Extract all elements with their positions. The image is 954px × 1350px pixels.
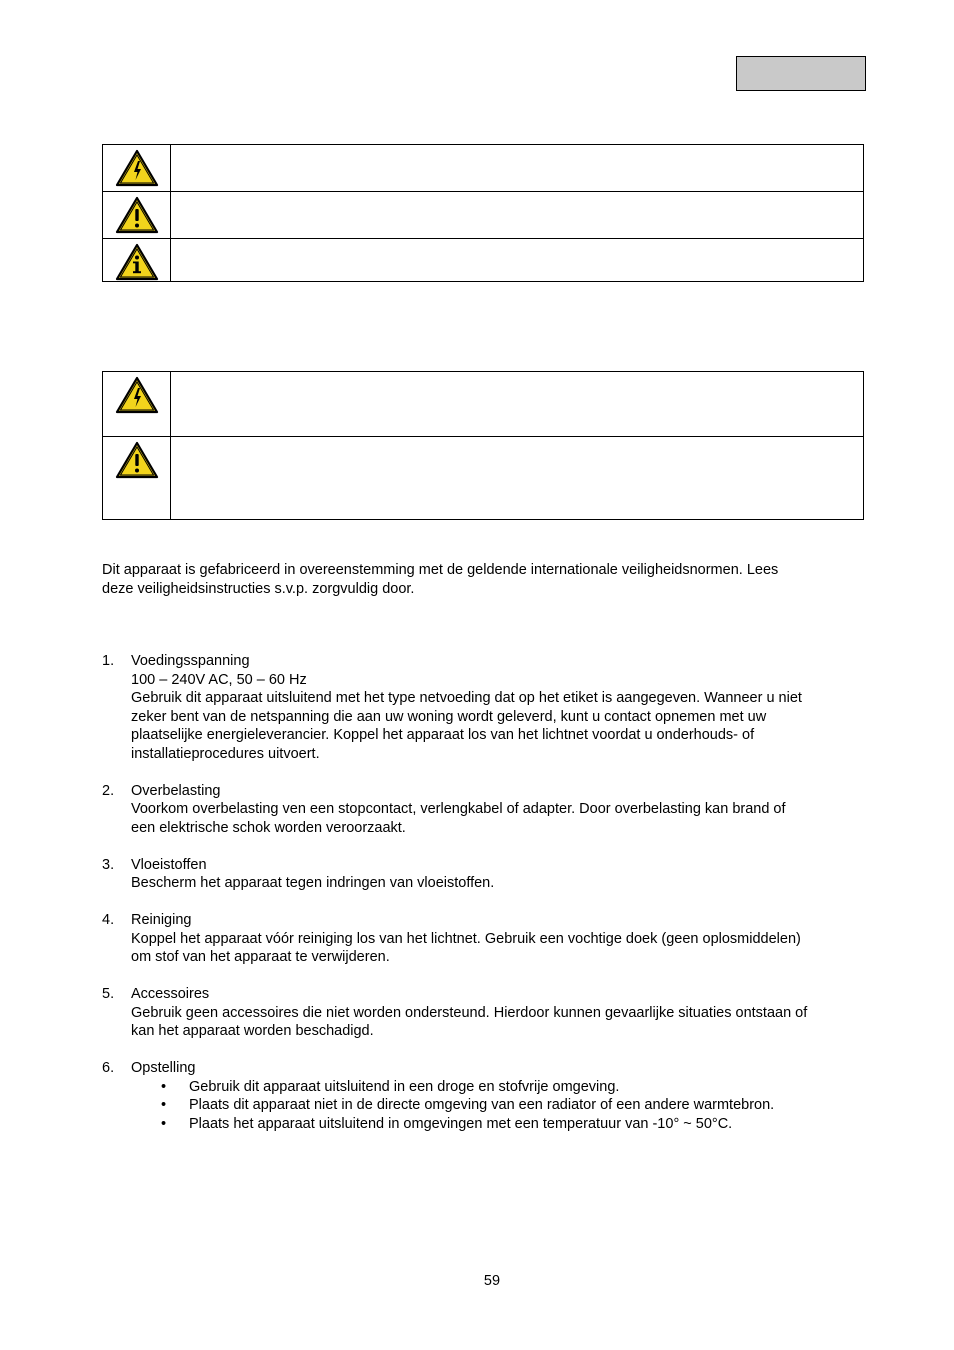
info-icon	[115, 243, 159, 281]
symbol-description	[171, 192, 864, 239]
symbol-description	[171, 239, 864, 282]
item-number: 6.	[102, 1060, 115, 1076]
intro-line: Dit apparaat is gefabriceerd in overeenstemming met de geldende internationale veiligheidsnormen. Lees	[102, 562, 779, 578]
bullet-text: Gebruik dit apparaat uitsluitend in een droge en stofvrije omgeving.	[189, 1078, 620, 1095]
high-voltage-warning-icon	[115, 376, 159, 414]
item-line: plaatselijke energieleverancier. Koppel het apparaat los van het lichtnet voordat u onderhouds- of	[131, 727, 755, 743]
item-line: Koppel het apparaat vóór reiniging los van het lichtnet. Gebruik een vochtige doek (geen oplosmiddelen)	[131, 930, 801, 947]
item-line: om stof van het apparaat te verwijderen.	[131, 949, 390, 965]
symbol-cell	[103, 372, 171, 437]
warning-text	[171, 437, 864, 520]
exclamation-warning-icon	[115, 441, 159, 479]
symbol-cell	[103, 437, 171, 520]
item-line: Bescherm het apparaat tegen indringen van vloeistoffen.	[131, 875, 495, 891]
item-number: 1.	[102, 653, 115, 669]
symbol-explanation-table	[102, 144, 864, 282]
item-line: installatieprocedures uitvoert.	[131, 745, 320, 762]
bullet-marker: •	[161, 1115, 167, 1132]
item-line: 100 – 240V AC, 50 – 60 Hz	[131, 671, 307, 688]
symbol-cell	[103, 192, 171, 239]
bullet-text: Plaats het apparaat uitsluitend in omgevingen met een temperatuur van -10° ~ 50°C.	[189, 1115, 733, 1132]
intro-paragraph	[102, 561, 872, 598]
bullet-item	[131, 1078, 892, 1097]
warning-table	[102, 371, 864, 520]
list-item	[102, 1059, 892, 1133]
language-box	[736, 56, 866, 91]
item-title: Vloeistoffen	[131, 856, 207, 873]
safety-instructions-list	[102, 652, 892, 1133]
item-number: 3.	[102, 856, 115, 873]
item-line: Voorkom overbelasting ven een stopcontact, verlengkabel of adapter. Door overbelasting kan brand of	[131, 801, 786, 817]
item-line: kan het apparaat worden beschadigd.	[131, 1023, 374, 1039]
list-item	[102, 911, 892, 967]
bullet-marker: •	[161, 1078, 167, 1095]
item-line: zeker bent van de netspanning die aan uw woning wordt geleverd, kunt u contact opnemen met uw	[131, 708, 767, 725]
bullet-item	[131, 1115, 892, 1134]
item-line: Gebruik geen accessoires die niet worden ondersteund. Hierdoor kunnen gevaarlijke situaties ontstaan of	[131, 1004, 808, 1021]
bullet-item	[131, 1096, 892, 1115]
list-item	[102, 985, 892, 1041]
symbol-cell	[103, 239, 171, 282]
bullet-marker: •	[161, 1097, 167, 1113]
item-number: 2.	[102, 782, 115, 799]
symbol-description	[171, 145, 864, 192]
page-number: 59	[483, 1273, 501, 1289]
bullet-text: Plaats dit apparaat niet in de directe omgeving van een radiator of een andere warmtebron.	[189, 1097, 775, 1113]
bullet-list	[131, 1078, 892, 1134]
item-title: Reiniging	[131, 912, 192, 928]
item-line: een elektrische schok worden veroorzaakt.	[131, 819, 406, 836]
warning-text	[171, 372, 864, 437]
high-voltage-warning-icon	[115, 149, 159, 187]
item-title: Accessoires	[131, 986, 210, 1002]
symbol-cell	[103, 145, 171, 192]
list-item	[102, 856, 892, 893]
item-number: 4.	[102, 912, 115, 928]
item-line: Gebruik dit apparaat uitsluitend met het type netvoeding dat op het etiket is aangegeven. Wanneer u niet	[131, 690, 802, 706]
exclamation-warning-icon	[115, 196, 159, 234]
list-item	[102, 652, 892, 763]
item-title: Overbelasting	[131, 782, 221, 799]
item-title: Opstelling	[131, 1060, 196, 1076]
list-item	[102, 782, 892, 838]
item-title: Voedingsspanning	[131, 653, 250, 669]
item-number: 5.	[102, 986, 115, 1002]
intro-line: deze veiligheidsinstructies s.v.p. zorgvuldig door.	[102, 580, 415, 597]
